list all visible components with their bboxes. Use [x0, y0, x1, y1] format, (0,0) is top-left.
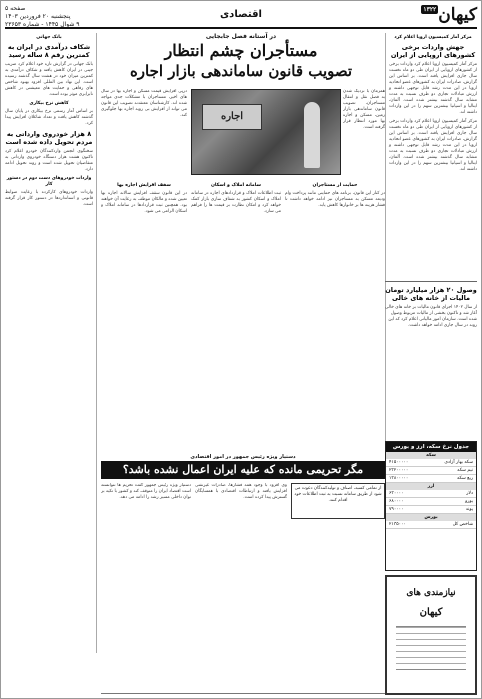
market-sub-currency: ارز	[386, 483, 476, 490]
bottom-col-2	[195, 483, 287, 693]
left-kicker: بانک جهانی	[36, 35, 62, 40]
lead-col-e	[285, 181, 385, 451]
table-row	[386, 467, 476, 475]
left-sub2: واردات خودروهای دست دوم در دستور کار	[6, 176, 92, 187]
lead-col-c-text: در این قانون سقف افزایش سالانه اجاره بها تعیین شده و مالکان موظف به رعایت آن خواهند بود. همچنین ثبت قراردادها در سامانه املاک و اسکان الزامی می شود.	[101, 191, 187, 214]
left-body4: واردات خودروهای کارکرده با رعایت ضوابط قانونی و استانداردها در دستور کار قرار گرفته است.	[5, 190, 93, 207]
footer-divider	[101, 693, 385, 694]
left-headline2[interactable]: ۸ هزار خودروی وارداتی به مردم تحویل داده شده است	[5, 130, 93, 146]
table-row	[386, 506, 476, 514]
lead-col-b-text: درپی افزایش قیمت مسکن و اجاره بها در سال های اخیر، مستاجران با مشکلات جدی مواجه شده اند. کارشناسان معتقدند تصویب این قانون می تواند از افزایش بی رویه اجاره بها جلوگیری کند.	[101, 89, 187, 118]
left-sub1: کاهش نرخ بیکاری	[29, 101, 69, 106]
bottom-col-2-text: وی افزود با وجود همه فشارها، صادرات غیرنفتی افزایش یافته و ارتباطات اقتصادی با همسایگان گسترش پیدا کرده است.	[195, 483, 287, 500]
issue-line: ۹ شوال ۱۴۴۵ - شماره ۲۳۶۵۳	[5, 21, 80, 28]
row-value: ۱۳۸۰۰۰۰۰	[389, 476, 409, 481]
table-row	[386, 521, 476, 529]
bottom-col-1	[101, 483, 191, 693]
row-label: نیم سکه	[457, 468, 473, 473]
lead-col-a	[343, 89, 385, 179]
lead-col-d	[191, 181, 281, 451]
banner-headline[interactable]: مگر تحریمی مانده که علیه ایران اعمال نشده باشد؟	[101, 461, 385, 479]
left-headline[interactable]: شکاف درآمدی در ایران به کمترین رقم ۸ ساله رسید	[7, 43, 91, 59]
lead-headline-line1[interactable]: مستأجران چشم انتظار	[164, 41, 318, 60]
left-column	[5, 33, 97, 653]
ad-title: نیازمندی های	[406, 588, 456, 598]
left-body3: سخنگوی انجمن واردکنندگان خودرو اعلام کرد تاکنون هشت هزار دستگاه خودروی وارداتی به متقاضیان تحویل شده است و روند تحویل ادامه دارد.	[5, 149, 93, 172]
row-value: ۷۹۰۰۰۰	[389, 507, 404, 512]
lead-col-a-text: همزمان با نزدیک شدن به فصل نقل و انتقال مستاجران، تصویب قانون ساماندهی بازار زمین، مسکن و اجاره بها مورد انتظار قرار گرفته است.	[343, 89, 385, 130]
table-row	[386, 459, 476, 467]
right-body-repeat: مرکز آمار کمیسیون اروپا اعلام کرد واردات برخی از کشورهای اروپایی از ایران طی دو ماه نخست سال جاری افزایش یافته است. بر اساس این گزارش، صادرات ایران به کشورهای عضو اتحادیه اروپا در این مدت رشد قابل توجهی داشته و ارزش مبادلات تجاری دو طرف نسبت به مدت مشابه سال گذشته بیشتر شده است. آلمان، ایتالیا و اسپانیا بیشترین سهم را در این واردات داشته اند.	[389, 119, 477, 172]
table-row	[386, 498, 476, 506]
left-body: بانک جهانی در گزارش تازه خود اعلام کرد ضریب جینی در ایران کاهش یافته و شکاف درآمدی به کمترین میزان خود در هشت سال گذشته رسیده است. این نهاد بین المللی افزود بهبود شاخص های رفاهی و حمایت های معیشتی در کاهش نابرابری موثر بوده است.	[5, 62, 93, 97]
masthead	[5, 5, 477, 29]
date-line: پنجشنبه ۲۰ فروردین ۱۴۰۳	[5, 13, 71, 20]
market-table	[385, 441, 477, 571]
row-value: ۶۸۰۰۰۰	[389, 499, 404, 504]
logo-text: کیهان	[438, 5, 477, 25]
lead-sub-e: حمایت از مستاجران	[312, 183, 358, 188]
section-title: اقتصادی	[220, 9, 262, 20]
notice-text: از تمامی کسبه، اصناف و تولیدکنندگان دعوت می شود از طریق سامانه نسبت به ثبت اطلاعات خود اقدام کنند.	[294, 486, 382, 503]
market-sub-bourse: بورس	[386, 514, 476, 521]
newspaper-logo	[419, 5, 477, 25]
right-sub-headline[interactable]: وصول ۲۰ هزار میلیارد تومان مالیات از خانه های خالی	[385, 286, 477, 302]
right-kicker: مرکز آمار کمیسیون اروپا اعلام کرد	[394, 35, 472, 40]
right-headline[interactable]: جهش واردات برخی کشورهای اروپایی از ایران	[390, 43, 476, 59]
bottom-col-1-text: دستیار ویژه رئیس جمهور گفت تحریم ها نتوانسته است اقتصاد ایران را متوقف کند و کشور با تکیه بر توان داخلی مسیر رشد را ادامه می دهد.	[101, 483, 191, 500]
lead-col-e-text: در کنار این قانون، برنامه های حمایتی مانند پرداخت وام ودیعه مسکن به مستاجران نیز ادامه خواهد داشت تا فشار هزینه ها بر خانوارها کاهش یابد.	[285, 191, 385, 208]
lead-col-c	[101, 181, 187, 451]
row-value: ۶۳۰۰۰۰	[389, 491, 404, 496]
row-label: شاخص کل	[452, 522, 473, 527]
lead-sub-c: سقف افزایش اجاره بها	[117, 183, 171, 188]
logo-badge: ۱۳۲۲	[423, 6, 437, 13]
banner-kicker: دستیار ویژه رئیس جمهور در امور اقتصادی	[190, 454, 296, 460]
classifieds-ad[interactable]	[385, 575, 477, 695]
market-title: جدول نرخ سکه، ارز و بورس	[386, 442, 476, 452]
date-block	[5, 5, 79, 29]
row-label: دلار	[466, 491, 473, 496]
table-row	[386, 490, 476, 498]
page-number: صفحه ۵	[5, 5, 26, 12]
lead-kicker: در آستانه فصل جابجایی	[205, 33, 277, 40]
right-lower-article	[385, 281, 477, 441]
photo-sign: اجاره	[202, 104, 262, 130]
row-label: یورو	[465, 499, 473, 504]
market-sub-coin: سکه	[386, 452, 476, 459]
notice-box	[291, 483, 385, 519]
row-value: ۴۱۵۰۰۰۰۰	[389, 460, 409, 465]
lead-sub-d: سامانه املاک و اسکان	[211, 183, 261, 188]
row-label: پوند	[465, 507, 473, 512]
lead-headline-line2[interactable]: تصویب قانون ساماندهی بازار اجاره	[129, 62, 353, 80]
photo-person	[304, 102, 320, 168]
row-label: ربع سکه	[457, 476, 473, 481]
row-value: ۲۱۳۵۰۰۰	[389, 522, 406, 527]
row-value: ۲۳۲۰۰۰۰۰	[389, 468, 409, 473]
lead-col-b	[101, 89, 187, 179]
row-label: سکه بهار آزادی	[444, 460, 473, 465]
lead-col-d-text: ثبت اطلاعات املاک و قراردادهای اجاره در سامانه املاک و اسکان کشور به شفاف سازی بازار کمک خواهد کرد و امکان نظارت بر قیمت ها را فراهم می سازد.	[191, 191, 281, 214]
ad-brand: کیهان	[419, 607, 443, 618]
left-body2: بر اساس آمار رسمی نرخ بیکاری در پایان سال گذشته کاهش یافت و تعداد شاغلان افزایش پیدا کرد.	[5, 109, 93, 126]
right-body2: از سال ۱۴۰۲ اجرای قانون مالیات بر خانه های خالی آغاز شد و تاکنون بخشی از مالیات مربوط وصول شده است. سازمان امور مالیاتی اعلام کرد که این روند در سال جاری ادامه خواهد داشت.	[385, 305, 477, 328]
table-row	[386, 475, 476, 483]
ad-grid	[396, 626, 466, 670]
lead-photo	[191, 89, 341, 175]
right-body: مرکز آمار کمیسیون اروپا اعلام کرد واردات برخی از کشورهای اروپایی از ایران طی دو ماه نخست سال جاری افزایش یافته است. بر اساس این گزارش، صادرات ایران به کشورهای عضو اتحادیه اروپا در این مدت رشد قابل توجهی داشته و ارزش مبادلات تجاری دو طرف نسبت به مدت مشابه سال گذشته بیشتر شده است. آلمان، ایتالیا و اسپانیا بیشترین سهم را در این واردات داشته اند.	[389, 62, 477, 115]
